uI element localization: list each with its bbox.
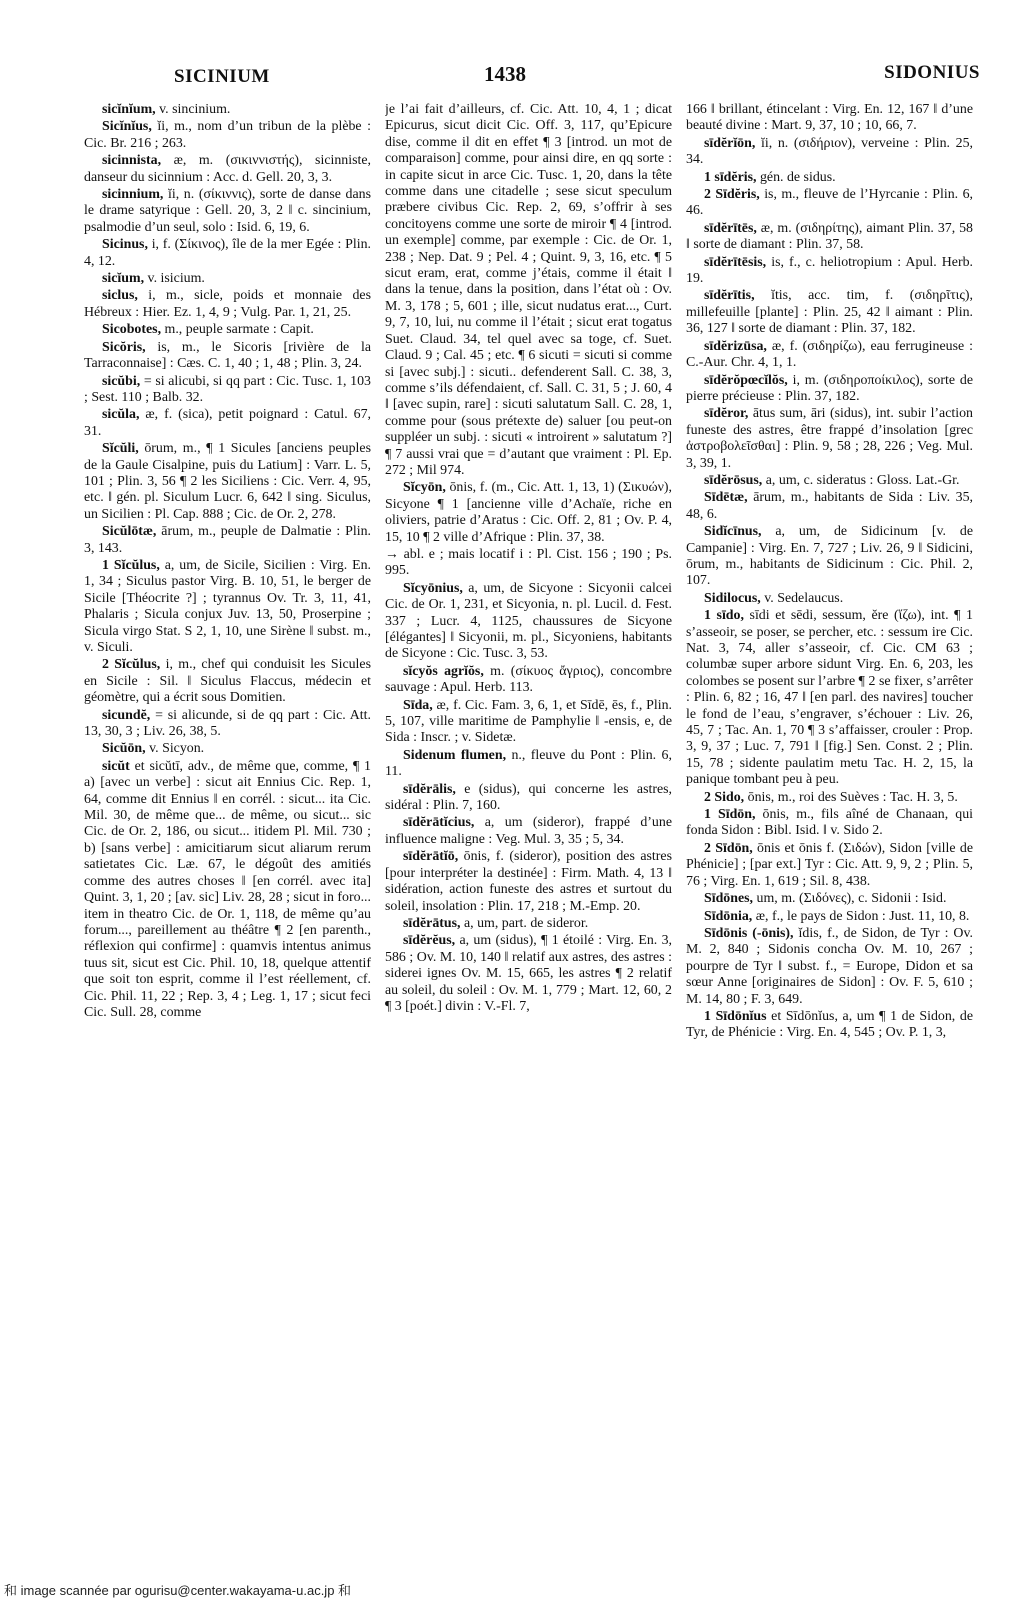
dictionary-entry [686, 926, 973, 1008]
dictionary-entry [686, 891, 973, 907]
dictionary-entry [385, 547, 672, 580]
page-header [84, 62, 980, 92]
entry-headword: sicinnista, [102, 153, 162, 169]
entry-text: um, m. (Σιδόνες), c. Sidonii : Isid. [756, 891, 947, 907]
entry-text: ōnis, m., fils aîné de Chanaan, qui fonda Sidon : Bibl. Isid. ‖ v. Sido 2. [686, 807, 973, 839]
entry-text: ārum, m., habitants de Sida : Liv. 35, 48, 6. [686, 490, 973, 522]
entry-text: is, f., c. heliotropium : Apul. Herb. 19. [686, 254, 973, 287]
dictionary-entry [84, 187, 371, 236]
entry-headword: sīdĕrŏpœcĭlŏs, [704, 372, 788, 388]
entry-text: ōnis, f. (m., Cic. Att. 1, 13, 1) (Σικυών), Sicyone ¶ 1 [ancienne ville d’Achaïe, riche en oliviers, patrie d’Aratus : Cic. Off. 2, 81 ; Ov. P. 4, 15, 10 ¶ 2 ville d’Afrique : Plin. 37, 38. [385, 480, 672, 545]
entry-headword: sicundĕ, [102, 707, 151, 723]
dictionary-entry [84, 741, 371, 757]
entry-headword: sicŭt [102, 758, 130, 774]
entry-text: a, um, c. sideratus : Gloss. Lat.-Gr. [765, 472, 960, 488]
entry-text: v. Sicyon. [149, 741, 205, 757]
dictionary-entry [686, 473, 973, 489]
dictionary-entry [385, 916, 672, 932]
dictionary-entry [385, 748, 672, 781]
dictionary-entry [686, 221, 973, 254]
entry-headword: sīdĕrītis, [704, 288, 755, 304]
entry-headword: Sicinus, [102, 237, 148, 253]
entry-text: gén. de sidus. [759, 169, 836, 185]
dictionary-entry [84, 102, 371, 118]
entry-text: ōrum, m., ¶ 1 Sicules [anciens peuples de la Gaule Cisalpine, puis du Latium] : Varr. L. 5, 101 ; Plin. 3, 56 ¶ 2 les Siciliens : Cic. Verr. 4, 95, etc. ‖ gén. pl. Siculum Lucr. 6, 642 ‖ sing. Siculus, un Sicilien : Pl. Cap. 888 ; Cic. de Or. 2, 278. [84, 441, 371, 522]
dictionary-entry [686, 102, 973, 135]
entry-text: et sicŭtī, adv., de même que, comme, ¶ 1 a) [avec un verbe] : sicut ait Ennius Cic. Rep. 1, 64, comme dit Ennius ‖ en corrél. : sicut... ita Cic. Mil. 30, de même que... de même, ou sicut... sic Cic. de Or. 2, 186, ou sicut... itidem Pl. Mil. 730 ; b) [sans verbe] : amicitiarum sicut aliarum rerum satietates Cic. Læ. 67, le dégoût des amitiés comme des autres choses ‖ [en corrél. avec ita] Quint. 3, 1, 20 ; [av. sic] Liv. 28, 28 ; sicut in foro... item in theatro Cic. de Or. 1, 118, de même qu’au forum..., pareillement au théâtre ¶ 2 [en parenth., réflexion qui confirme] : quamvis intentus animus tuus sit, sicut est Cic. Phil. 10, 18, quelque attentif que soit ton esprit, comme il l’est réellement, cf. Cic. Phil. 11, 22 ; Rep. 3, 4 ; Leg. 1, 17 ; sicut feci Cic. Sull. 28, comme [84, 758, 371, 1020]
dictionary-entry [686, 841, 973, 890]
entry-headword: 2 Sīdĕris, [704, 187, 760, 203]
entry-text: m., peuple sarmate : Capit. [164, 322, 314, 338]
dictionary-entry [84, 708, 371, 741]
dictionary-entry [686, 591, 973, 607]
dictionary-entry [686, 909, 973, 925]
dictionary-entry [686, 790, 973, 806]
entry-text: v. isicium. [147, 271, 205, 287]
dictionary-entry [84, 441, 371, 523]
entry-headword: 1 Sĭcŭlus, [102, 557, 160, 573]
entry-headword: sicŭla, [102, 407, 140, 423]
entry-headword: Sĭcŭli, [102, 441, 139, 457]
dictionary-entry [385, 480, 672, 546]
entry-text: ĭdis, f., de Sidon, de Tyr : Ov. M. 2, 840 ; Sidonis concha Ov. M. 10, 267 ; pourpre de Tyr ‖ subst. f., = Europe, Didon et sa sœur Anne [originaires de Sidon] : Ov. F. 5, 610 ; M. 14, 80 ; F. 3, 649. [686, 925, 973, 1007]
text-columns [84, 102, 984, 1542]
scan-credit-footer: 和 image scannée par ogurisu@center.wakayama-u.ac.jp 和 [4, 1583, 352, 1598]
column-1 [84, 102, 371, 1542]
entry-headword: 2 Sĭcŭlus, [102, 657, 161, 673]
entry-headword: 2 Sido, [704, 789, 745, 805]
dictionary-entry [686, 490, 973, 523]
entry-headword: sicinnium, [102, 187, 164, 203]
entry-text: je l’ai fait d’ailleurs, cf. Cic. Att. 10, 4, 1 ; dicat Epicurus, sicut dicit Cic. Off. 3, 117, qu’Epicure dise, comme il dit en effet ¶ 3 [introd. un mot de comparaison] comme, pour ainsi dire, en qq sorte : in capite sicut in arce Cic. Tusc. 1, 20, dans la tête comme dans une citadelle ; sese sicut speculum præbere civibus Cic. Rep. 2, 69, s’offrir à ses concitoyens comme une sorte de miroir ¶ 4 [introd. un exemple] comme, par exemple : Cic. de Or. 1, 238 ; Nep. Dat. 9 ; Pel. 4 ; Quint. 9, 3, 16, etc. ¶ 5 sicut eram, erat, comme j’étais, comme il était ‖ dans la tenue, dans la position, dans l’état où : Ov. M. 3, 178 ; 5, 601 ; ille, sicut nudatus erat..., Curt. 9, 7, 10, lui, nu comme il l’était ; sicut erat togatus Suet. Claud. 34, tel quel avec sa toge, cf. Suet. Claud. 9 ; Cal. 45 ; etc. ¶ 6 sicuti = sicuti si comme si [avec subj.] : sicuti.. defenderent Sall. C. 38, 3, comme s’ils défendaient, cf. Sall. C. 31, 5 ; J. 60, 4 ‖ [avec supin, rare] : sicuti salutatum Sall. C. 28, 1, comme pour (sous prétexte de) saluer [ou peut-on suppléer un subj. : sicuti « introirent » salutatum ?] ¶ 7 aussi vrai que = d’autant que vraiment : Pl. Ep. 272 ; Mil 974. [385, 102, 672, 478]
entry-headword: Sīdōnis (-ōnis), [704, 925, 794, 941]
dictionary-entry [84, 524, 371, 557]
dictionary-entry [686, 187, 973, 220]
dictionary-entry [84, 288, 371, 321]
dictionary-entry [385, 849, 672, 915]
entry-headword: Sicŭōn, [102, 741, 146, 757]
dictionary-entry [686, 288, 973, 337]
entry-headword: sīdĕrītēs, [704, 220, 757, 236]
entry-text: i, m., sicle, poids et monnaie des Hébreux : Hier. Ez. 1, 4, 9 ; Vulg. Par. 1, 21, 25. [84, 288, 371, 320]
entry-headword: 1 Sīdōnĭus [704, 1008, 767, 1024]
entry-text: et Sīdōnĭus, a, um ¶ 1 de Sidon, de Tyr, de Phénicie : Virg. En. 4, 545 ; Ov. P. 1, 3, [686, 1008, 973, 1041]
entry-headword: sīdĕrātus, [403, 915, 461, 931]
dictionary-entry [385, 102, 672, 479]
entry-text: i, f. (Σίκινος), île de la mer Egée : Plin. 4, 12. [84, 237, 371, 269]
entry-headword: Sicĭnĭus, [102, 119, 152, 135]
column-3 [686, 102, 973, 1542]
dictionary-entry [84, 237, 371, 270]
dictionary-entry [686, 170, 973, 186]
entry-headword: sīdĕrātĭcius, [403, 815, 475, 831]
entry-headword: siclus, [102, 288, 138, 304]
entry-text: is, m., le Sicoris [rivière de la Tarraconnaise] : Cæs. C. 1, 40 ; 1, 48 ; Plin. 3, 24. [84, 339, 371, 372]
entry-headword: 2 Sīdōn, [704, 840, 753, 856]
entry-text: v. Sedelaucus. [764, 590, 844, 606]
entry-headword: sīdĕrĭōn, [704, 135, 756, 151]
entry-headword: sīdĕrātĭō, [403, 849, 459, 865]
entry-headword: 1 Sīdōn, [704, 807, 756, 823]
entry-text: ātus sum, āri (sidus), int. subir l’action funeste des astres, être frappé d’insolation [grec ἀστροβολεῖσθαι] : Plin. 9, 58 ; 28, 226 ; Veg. Mul. 3, 39, 1. [686, 406, 973, 471]
entry-text: 166 ‖ brillant, étincelant : Virg. En. 12, 167 ‖ d’une beauté divine : Mart. 9, 37, 10 ; 10, 66, 7. [686, 102, 973, 134]
entry-headword: Sĭcyōn, [403, 480, 446, 496]
dictionary-entry [686, 255, 973, 288]
entry-text: æ, f. Cic. Fam. 3, 6, 1, et Sīdē, ēs, f., Plin. 5, 107, ville maritime de Pamphylie ‖ -ensis, e, de Sida : Inscr. ; v. Sidetæ. [385, 697, 672, 746]
entry-text: a, um (sidus), ¶ 1 étoilé : Virg. En. 3, 586 ; Ov. M. 10, 140 ‖ relatif aux astres, des astres : siderei ignes Ov. M. 15, 665, les astres ¶ 2 relatif au soleil, du soleil : Ov. M. 1, 779 ; Mart. 12, 60, 2 ¶ 3 [poét.] divin : V.-Fl. 7, [385, 933, 672, 1014]
dictionary-entry [84, 407, 371, 440]
entry-text: m. (σίκυος ἄγριος), concombre sauvage : Apul. Herb. 113. [385, 663, 672, 696]
entry-headword: sīdĕror, [704, 406, 749, 422]
entry-headword: sīdĕrizūsa, [704, 338, 767, 354]
entry-text: ĭi, n. (σίκιννις), sorte de danse dans le drame satyrique : Gell. 20, 3, 2 ‖ c. sincinium, psalmodie d’un seul, solo : Isid. 6, 19, 6. [84, 187, 371, 235]
entry-text: → abl. e ; mais locatif i : Pl. Cist. 156 ; 190 ; Ps. 995. [385, 546, 672, 579]
dictionary-entry [385, 581, 672, 663]
dictionary-entry [385, 664, 672, 697]
entry-text: a, um, de Sicile, Sicilien : Virg. En. 1, 34 ; Siculus pastor Virg. B. 10, 51, le berger de Sicile [Théocrite ?] ; tyrannus Ov. Tr. 3, 11, 41, Phalaris ; Sicula conjux Juv. 13, 50, Proserpine ; Sicula virgo Stat. S 2, 1, 10, une Sirène ‖ subst. m., v. Siculi. [84, 557, 371, 655]
entry-headword: Sidenum flumen, [403, 747, 507, 763]
entry-text: ōnis, f. (sideror), position des astres [pour interpréter la destinée] : Firm. Math. 4, 13 ‖ sidération, action funeste des astres et surtout du soleil, insolation : Plin. 17, 218 ; M.-Emp. 20. [385, 849, 672, 914]
dictionary-entry [84, 119, 371, 152]
entry-text: v. sincinium. [159, 102, 231, 117]
entry-headword: Sīdōnia, [704, 908, 753, 924]
dictionary-entry [385, 815, 672, 848]
entry-headword: sīdĕrītēsis, [704, 254, 767, 270]
entry-text: ārum, m., peuple de Dalmatie : Plin. 3, 143. [84, 524, 371, 556]
dictionary-entry [84, 271, 371, 287]
entry-text: æ, m. (σικιννιστής), sicinniste, danseur du sicinnium : Acc. d. Gell. 20, 3, 3. [84, 153, 371, 185]
entry-headword: sicĭnĭum, [102, 102, 156, 117]
dictionary-entry [686, 406, 973, 472]
entry-text: æ, f. (σιδηρίζω), eau ferrugineuse : C.-Aur. Chr. 4, 1, 1. [686, 338, 973, 371]
dictionary-entry [84, 340, 371, 373]
entry-text: is, m., fleuve de l’Hyrcanie : Plin. 6, 46. [686, 187, 973, 219]
dictionary-entry [84, 374, 371, 407]
dictionary-entry [686, 136, 973, 169]
entry-text: ōnis, m., roi des Suèves : Tac. H. 3, 5. [747, 789, 958, 805]
entry-headword: sīdĕrōsus, [704, 472, 763, 488]
dictionary-entry [84, 322, 371, 338]
entry-text: ĭtis, acc. tim, f. (σιδηρῖτις), millefeuille [plante] : Plin. 25, 42 ‖ aimant : Plin. 36, 127 ‖ sorte de diamant : Plin. 37, 182. [686, 288, 973, 337]
entry-text: sīdi et sēdi, sessum, ĕre (ἵζω), int. ¶ 1 s’asseoir, se poser, se percher, etc. : sessum ire Cic. Nat. 3, 74, aller s’asseoir, cf. Cic. CM 63 ; columbæ super arbore sidunt Virg. En. 6, 203, les colombes se posent sur l’arbre ¶ 2 se fixer, s’arrêter : Plin. 6, 82 ; 16, 47 ‖ [en parl. des navires] toucher le fond de l’eau, s’engraver, s’échouer : Liv. 26, 45, 7 ; Tac. An. 1, 70 ¶ 3 s’affaisser, crouler : Prop. 3, 9, 37 ; Luc. 7, 791 ‖ [fig.] Sen. Const. 2 ; Plin. 15, 78 ; sidente paulatim metu Tac. H. 2, 15, la panique tombant peu à peu. [686, 608, 973, 788]
entry-headword: sĭcyŏs agrĭŏs, [403, 663, 484, 679]
entry-text: æ, f., le pays de Sidon : Just. 11, 10, 8. [755, 908, 970, 924]
entry-headword: Sīda, [403, 697, 433, 713]
entry-text: = si alicunde, si de qq part : Cic. Att. 13, 30, 3 ; Liv. 26, 38, 5. [84, 707, 371, 740]
dictionary-entry [84, 759, 371, 1022]
entry-text: æ, m. (σιδηρίτης), aimant Plin. 37, 58 ‖ sorte de diamant : Plin. 37, 58. [686, 220, 973, 253]
entry-text: a, um, de Sicyone : Sicyonii calcei Cic. de Or. 1, 231, et Sicyonia, n. pl. Lucil. d. Fest. 337 ; Lucr. 4, 1125, chaussures de Sicyone [élégantes] ‖ Sicyonii, m. pl., Sicyoniens, habitants de Sicyone : Cic. Tusc. 3, 53. [385, 580, 672, 662]
entry-headword: sīdĕrālis, [403, 781, 456, 797]
entry-headword: 1 sīdo, [704, 608, 744, 624]
entry-headword: Sicŭlōtæ, [102, 524, 157, 540]
dictionary-entry [686, 807, 973, 840]
dictionary-entry [686, 339, 973, 372]
dictionary-entry [686, 608, 973, 788]
entry-text: n., fleuve du Pont : Plin. 6, 11. [385, 747, 672, 780]
entry-headword: Sicobotes, [102, 322, 162, 338]
entry-text: = si alicubi, si qq part : Cic. Tusc. 1, 103 ; Sest. 110 ; Balb. 32. [84, 373, 371, 405]
entry-text: æ, f. (sica), petit poignard : Catul. 67, 31. [84, 407, 371, 439]
entry-headword: Sidĭcīnus, [704, 524, 762, 540]
dictionary-entry [686, 524, 973, 590]
dictionary-entry [84, 558, 371, 656]
page-number: 1438 [484, 62, 526, 86]
entry-text: i, m. (σιδηροποίκιλος), sorte de pierre précieuse : Plin. 37, 182. [686, 372, 973, 404]
dictionary-entry [385, 933, 672, 1015]
dictionary-entry [686, 1009, 973, 1042]
entry-headword: sicĭum, [102, 271, 145, 287]
header-left-guideword: SICINIUM [174, 66, 270, 87]
entry-text: ĭi, n. (σιδήριον), verveine : Plin. 25, 34. [686, 135, 973, 168]
dictionary-entry [686, 373, 973, 406]
column-2 [385, 102, 672, 1542]
dictionary-entry [84, 153, 371, 186]
entry-headword: Sicŏris, [102, 339, 146, 355]
entry-text: ōnis et ōnis f. (Σιδών), Sidon [ville de Phénicie] ; [par ext.] Tyr : Cic. Att. 9, 9, 2 ; Plin. 5, 76 ; Virg. En. 1, 619 ; Sil. 8, 438. [686, 840, 973, 889]
entry-text: ĭi, m., nom d’un tribun de la plèbe : Cic. Br. 216 ; 263. [84, 119, 371, 151]
dictionary-entry [385, 698, 672, 747]
entry-headword: Sīdōnes, [704, 891, 754, 907]
header-right-guideword: SIDONIUS [884, 62, 980, 83]
entry-text: a, um, part. de sideror. [463, 915, 589, 931]
entry-headword: sīdĕrĕus, [403, 933, 456, 949]
entry-headword: 1 sīdĕris, [704, 169, 757, 185]
entry-text: a, um (sideror), frappé d’une influence maligne : Veg. Mul. 3, 35 ; 5, 34. [385, 815, 672, 847]
entry-text: e (sidus), qui concerne les astres, sidéral : Plin. 7, 160. [385, 781, 672, 814]
entry-headword: Sĭcyōnius, [403, 580, 463, 596]
dictionary-entry [385, 782, 672, 815]
entry-headword: sicŭbi, [102, 373, 141, 389]
entry-text: i, m., chef qui conduisit les Sicules en Sicile : Sil. ‖ Siculus Flaccus, médecin et géomètre, qui a écrit sous Domitien. [84, 657, 371, 706]
entry-headword: Sidilocus, [704, 590, 761, 606]
dictionary-entry [84, 657, 371, 706]
entry-text: a, um, de Sidicinum [v. de Campanie] : Virg. En. 7, 727 ; Liv. 26, 9 ‖ Sidicini, ōrum, m., habitants de Sidicinum : Cic. Phil. 2, 107. [686, 524, 973, 589]
entry-headword: Sīdētæ, [704, 490, 748, 506]
